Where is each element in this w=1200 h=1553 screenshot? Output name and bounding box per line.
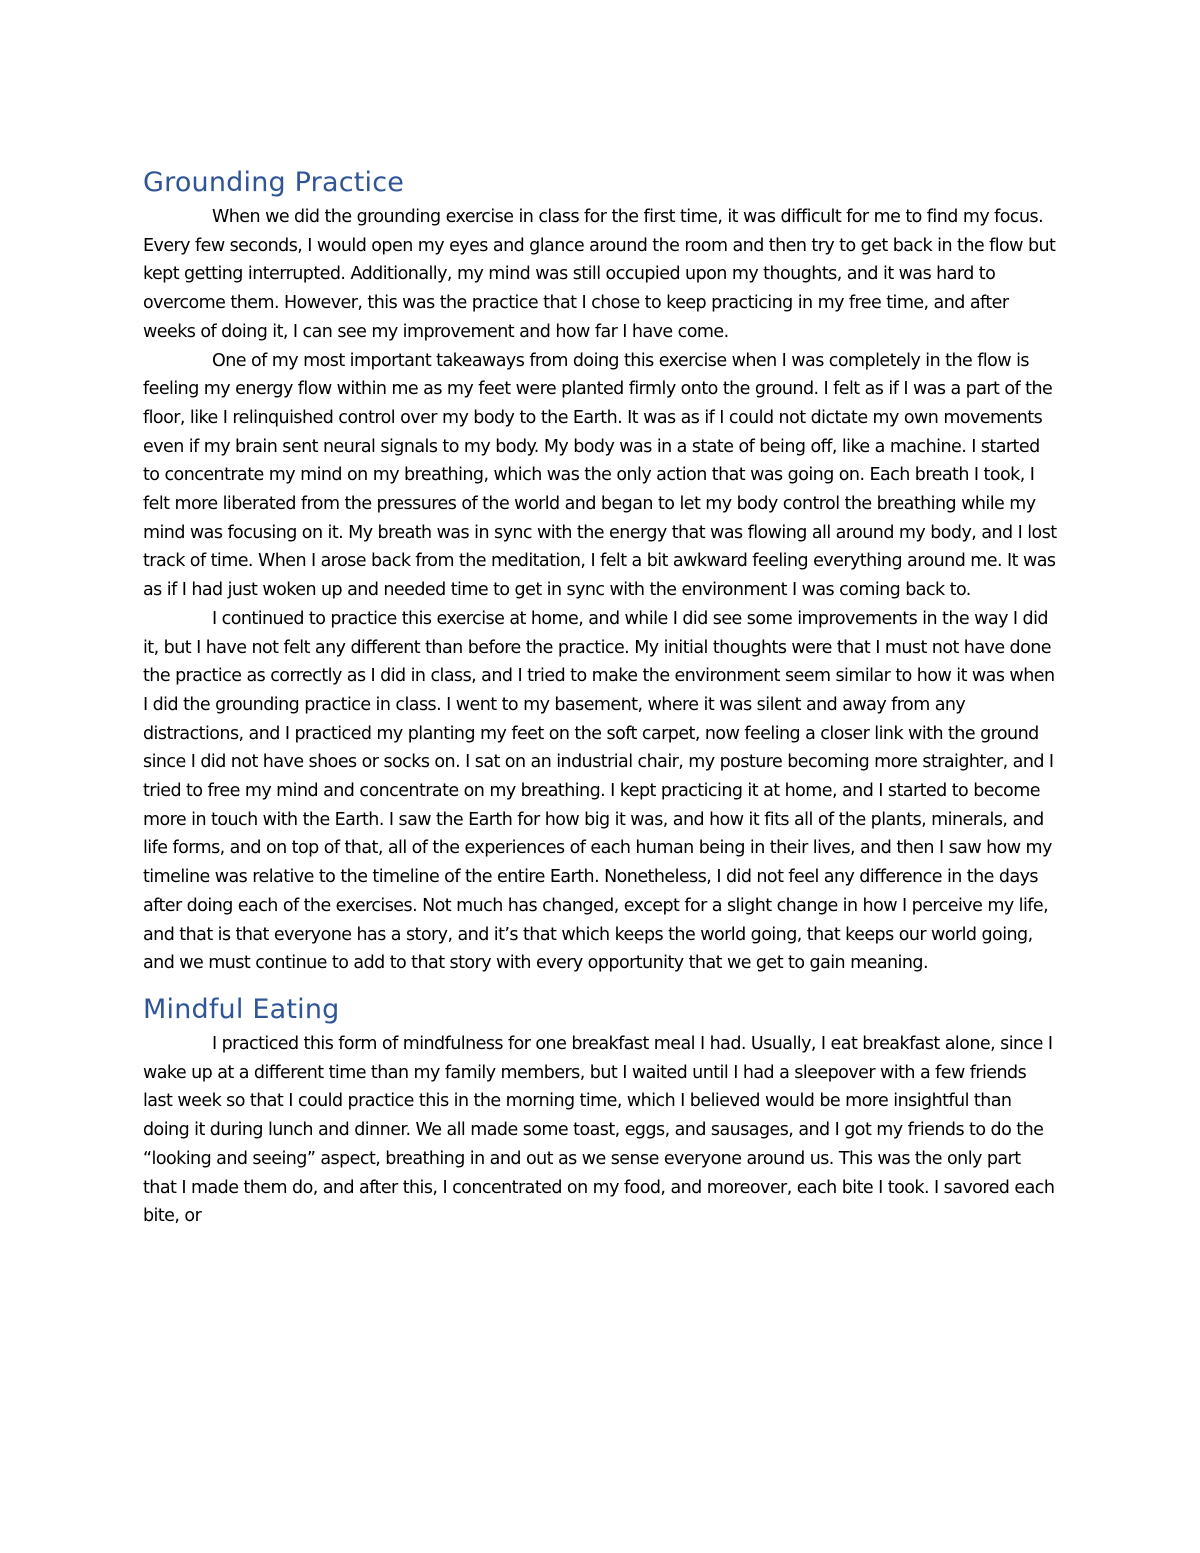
section-heading: Mindful Eating: [143, 993, 340, 1025]
section-mindful-eating: [143, 990, 1058, 1231]
section-heading: Grounding Practice: [143, 167, 405, 198]
body-paragraph: One of my most important takeaways from doing this exercise when I was completely in the flow is feeling my energy flow within me as my feet were planted firmly onto the ground. I felt as if I was a part of the floor, like I relinquished control over my body to the Earth. It was as if I could not dictate my own movements even if my brain sent neural signals to my body. My body was in a state of being off, like a machine. I started to concentrate my mind on my breathing, which was the only action that was going on. Each breath I took, I felt more liberated from the pressures of the world and began to let my body control the breathing while my mind was focusing on it. My breath was in sync with the energy that was flowing all around my body, and I lost track of time. When I arose back from the meditation, I felt a bit awkward feeling everything around me. It was as if I had just woken up and needed time to get in sync with the environment I was coming back to.: [143, 350, 1057, 601]
body-paragraph: When we did the grounding exercise in class for the first time, it was difficult for me to find my focus. Every few seconds, I would open my eyes and glance around the room and then try to get back in the flow but kept getting interrupted. Additionally, my mind was still occupied upon my thoughts, and it was hard to overcome them. However, this was the practice that I chose to keep practicing in my free time, and after weeks of doing it, I can see my improvement and how far I have come.: [143, 207, 1056, 342]
body-paragraph: I practiced this form of mindfulness for one breakfast meal I had. Usually, I eat breakfast alone, since I wake up at a different time than my family members, but I waited until I had a sleepover with a few friends last week so that I could practice this in the morning time, which I believed would be more insightful than doing it during lunch and dinner. We all made some toast, eggs, and sausages, and I got my friends to do the “looking and seeing” aspect, breathing in and out as we sense everyone around us. This was the only part that I made them do, and after this, I concentrated on my food, and moreover, each bite I took. I savored each bite, or: [143, 1033, 1055, 1227]
document-body: [143, 163, 1058, 1231]
section-grounding-practice: [143, 163, 1058, 978]
body-paragraph: I continued to practice this exercise at home, and while I did see some improvements in the way I did it, but I have not felt any different than before the practice. My initial thoughts were that I must not have done the practice as correctly as I did in class, and I tried to make the environment seem similar to how it was when I did the grounding practice in class. I went to my basement, where it was silent and away from any distractions, and I practiced my planting my feet on the soft carpet, now feeling a closer link with the ground since I did not have shoes or socks on. I sat on an industrial chair, my posture becoming more straighter, and I tried to free my mind and concentrate on my breathing. I kept practicing it at home, and I started to become more in touch with the Earth. I saw the Earth for how big it was, and how it fits all of the plants, minerals, and life forms, and on top of that, all of the experiences of each human being in their lives, and then I saw how my timeline was relative to the timeline of the entire Earth. Nonetheless, I did not feel any difference in the days after doing each of the exercises. Not much has changed, except for a slight change in how I perceive my life, and that is that everyone has a story, and it’s that which keeps the world going, that keeps our world going, and we must continue to add to that story with every opportunity that we get to gain meaning.: [143, 608, 1055, 974]
